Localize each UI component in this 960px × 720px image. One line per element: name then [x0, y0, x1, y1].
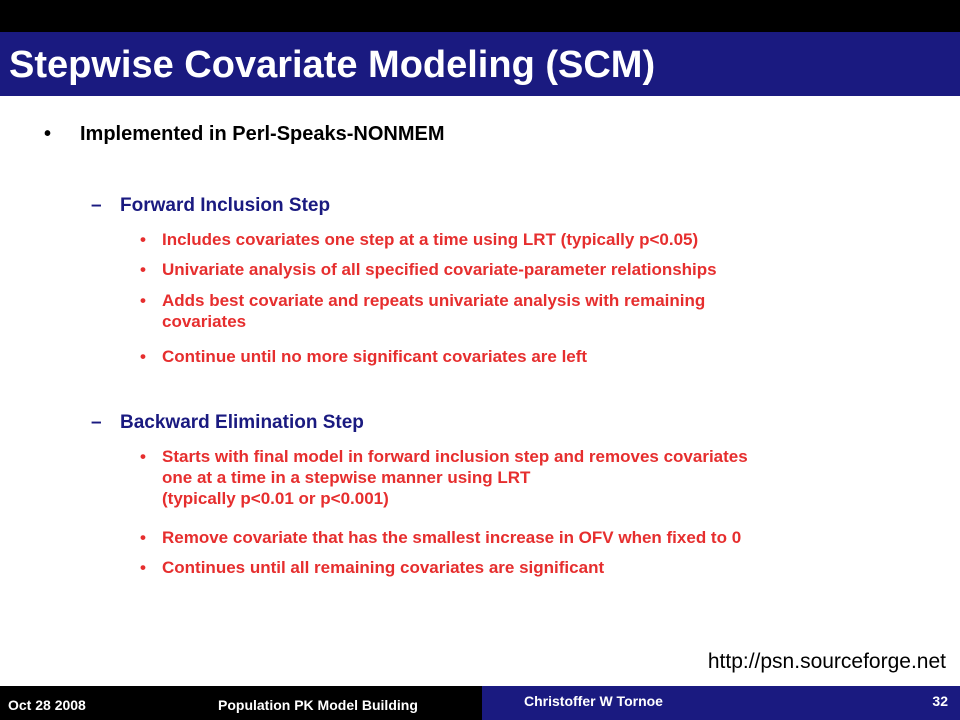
backward-item-3 — [140, 557, 922, 578]
top-black-bar — [0, 0, 960, 32]
main-bullet — [44, 122, 445, 146]
bullet-marker: • — [140, 447, 146, 466]
footer-date: Oct 28 2008 — [8, 697, 86, 713]
forward-item-text: Continue until no more significant covariates are left — [162, 347, 588, 366]
backward-item-text: Remove covariate that has the smallest increase in OFV when fixed to 0 — [162, 528, 742, 547]
forward-item-3 — [140, 290, 922, 332]
forward-item-text: Univariate analysis of all specified covariate-parameter relationships — [162, 260, 717, 279]
backward-item-text: Starts with final model in forward inclusion step and removes covariates one at a time in a stepwise manner using LRT (typically p<0.01 or p<0.001) — [162, 447, 748, 508]
main-bullet-text: Implemented in Perl-Speaks-NONMEM — [80, 123, 445, 145]
footer-page-number: 32 — [932, 693, 948, 709]
bullet-marker: • — [140, 260, 146, 279]
footer-author: Christoffer W Tornoe — [524, 693, 663, 709]
bullet-marker: • — [140, 230, 146, 249]
bullet-marker: • — [44, 123, 52, 145]
forward-item-text: Includes covariates one step at a time using LRT (typically p<0.05) — [162, 230, 699, 249]
footer-course: Population PK Model Building — [218, 697, 418, 713]
bullet-marker: • — [140, 558, 146, 577]
bullet-marker: • — [140, 347, 146, 366]
forward-item-text: Adds best covariate and repeats univariate analysis with remaining covariates — [162, 291, 706, 331]
backward-heading — [91, 411, 364, 434]
forward-heading-text: Forward Inclusion Step — [120, 195, 331, 216]
forward-item-1 — [140, 229, 922, 250]
bullet-marker: • — [140, 528, 146, 547]
forward-item-2 — [140, 259, 922, 280]
source-url: http://psn.sourceforge.net — [707, 650, 946, 673]
dash-marker: – — [91, 412, 102, 433]
backward-item-1 — [140, 446, 922, 509]
forward-heading — [91, 194, 331, 217]
footer-bar — [0, 686, 960, 720]
backward-item-2 — [140, 527, 922, 548]
forward-item-4 — [140, 346, 922, 367]
dash-marker: – — [91, 195, 102, 216]
bullet-marker: • — [140, 291, 146, 310]
slide-title: Stepwise Covariate Modeling (SCM) — [9, 44, 656, 86]
backward-item-text: Continues until all remaining covariates are significant — [162, 558, 605, 577]
backward-heading-text: Backward Elimination Step — [120, 412, 364, 433]
